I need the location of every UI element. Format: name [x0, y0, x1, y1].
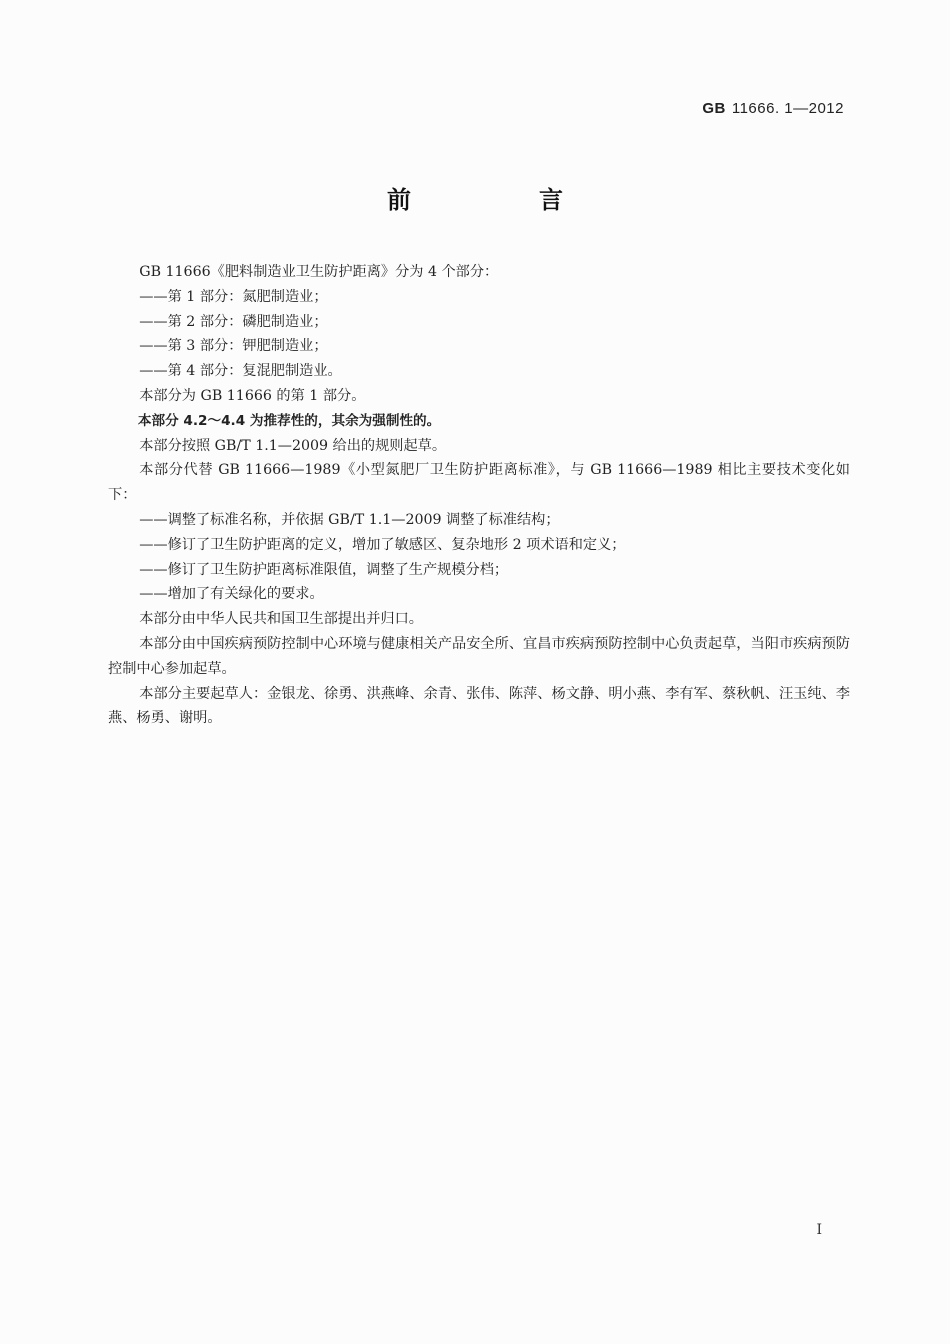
list-item-part-4: ——第 4 部分：复混肥制造业。 — [139, 363, 342, 380]
standard-number — [702, 100, 844, 117]
paragraph-normative-note: 本部分 4.2～4.4 为推荐性的，其余为强制性的。 — [137, 412, 441, 429]
list-item-part-3: ——第 3 部分：钾肥制造业； — [139, 338, 328, 355]
list-item-change-1: ——调整了标准名称，并依据 GB/T 1.1—2009 调整了标准结构； — [139, 511, 560, 528]
paragraph-scope: 本部分为 GB 11666 的第 1 部分。 — [139, 387, 366, 404]
paragraph-drafted-by: 本部分由中国疾病预防控制中心环境与健康相关产品安全所、宜昌市疾病预防控制中心负责起草，当阳市疾病预防控制中心参加起草。 — [108, 635, 850, 677]
paragraph-proposed-by: 本部分由中华人民共和国卫生部提出并归口。 — [139, 611, 423, 628]
list-item-change-2: ——修订了卫生防护距离的定义，增加了敏感区、复杂地形 2 项术语和定义； — [139, 536, 626, 553]
paragraph-drafting-rules: 本部分按照 GB/T 1.1—2009 给出的规则起草。 — [139, 437, 447, 454]
paragraph-replacement: 本部分代替 GB 11666—1989《小型氮肥厂卫生防护距离标准》，与 GB 11666—1989 相比主要技术变化如下： — [108, 462, 850, 504]
standard-prefix: GB — [702, 100, 726, 117]
foreword-body — [108, 260, 850, 731]
page-title: 前 言 — [387, 186, 615, 214]
list-item-part-2: ——第 2 部分：磷肥制造业； — [139, 313, 328, 330]
paragraph-intro: GB 11666《肥料制造业卫生防护距离》分为 4 个部分： — [139, 264, 499, 280]
page-number: I — [816, 1222, 822, 1238]
list-item-change-3: ——修订了卫生防护距离标准限值，调整了生产规模分档； — [139, 561, 509, 578]
list-item-change-4: ——增加了有关绿化的要求。 — [139, 586, 324, 603]
paragraph-drafters: 本部分主要起草人：金银龙、徐勇、洪燕峰、余青、张伟、陈萍、杨文静、明小燕、李有军、蔡秋帆、汪玉纯、李燕、杨勇、谢明。 — [108, 685, 850, 727]
list-item-part-1: ——第 1 部分：氮肥制造业； — [139, 288, 328, 305]
standard-code: 11666. 1—2012 — [731, 100, 844, 117]
